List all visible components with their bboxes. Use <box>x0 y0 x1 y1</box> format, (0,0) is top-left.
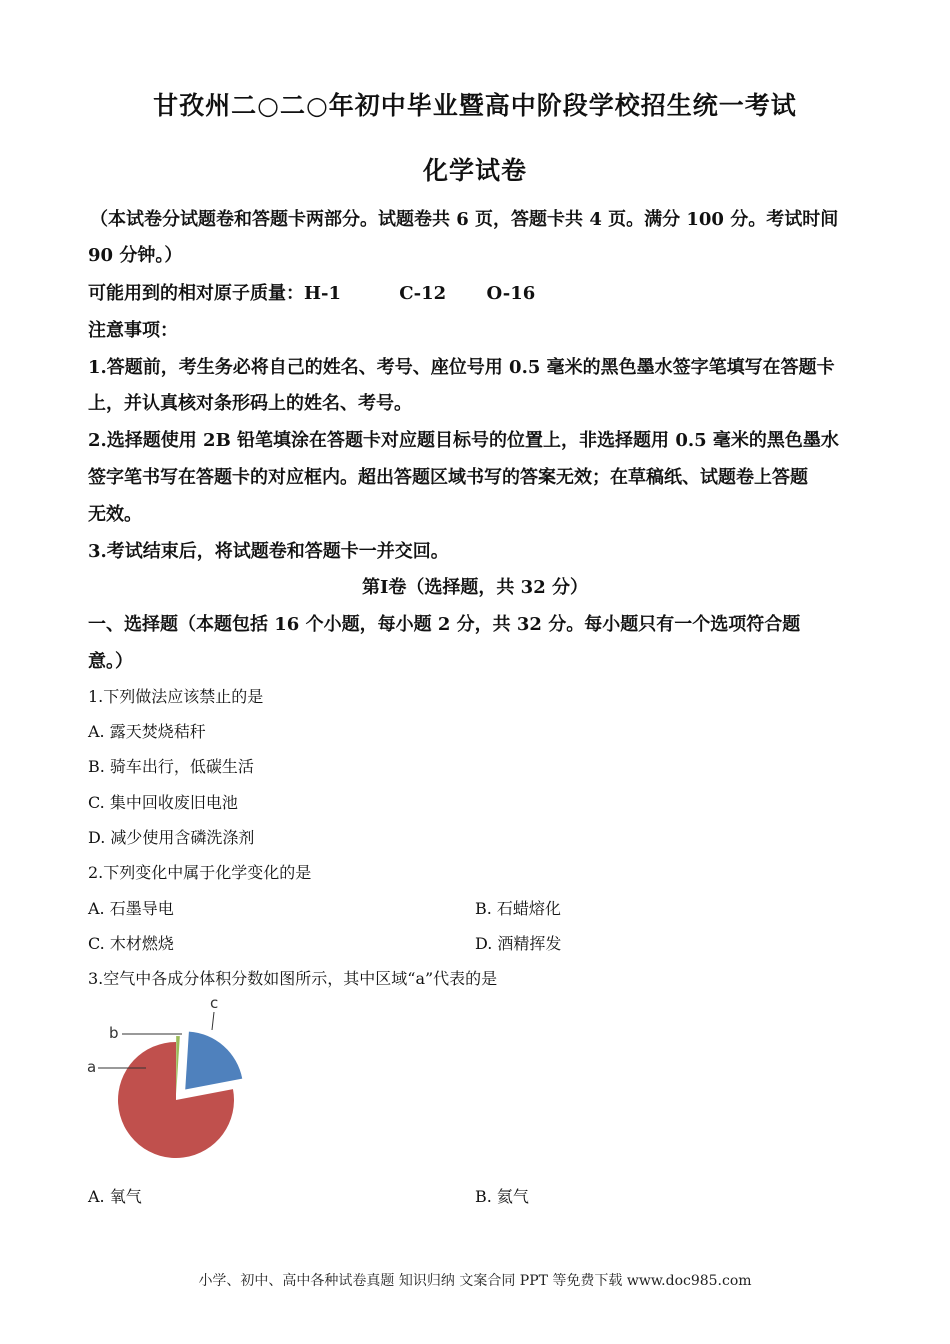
atomic-mass-c: C-12 <box>399 283 447 304</box>
q2-stem: 2.下列变化中属于化学变化的是 <box>88 863 312 882</box>
air-composition-pie-chart <box>78 990 278 1170</box>
q2-option-d: D. 酒精挥发 <box>475 934 562 953</box>
notice-title: 注意事项： <box>88 320 178 341</box>
q3-option-b: B. 氦气 <box>475 1187 529 1206</box>
q3-stem: 3.空气中各成分体积分数如图所示，其中区域“a”代表的是 <box>88 969 498 988</box>
q1-option-b: B. 骑车出行，低碳生活 <box>88 757 254 776</box>
pie-slice-b <box>176 1036 180 1094</box>
q1-option-d: D. 减少使用含磷洗涤剂 <box>88 828 255 847</box>
exam-title: 甘孜州二○二○年初中毕业暨高中阶段学校招生统一考试 <box>153 91 797 120</box>
q3-option-a: A. 氧气 <box>88 1187 142 1206</box>
notice-3: 3.考试结束后，将试题卷和答题卡一并交回。 <box>88 541 449 562</box>
part-title: 第Ⅰ卷（选择题，共 32 分） <box>361 577 588 598</box>
q2-option-b: B. 石蜡熔化 <box>475 899 561 918</box>
q2-option-c: C. 木材燃烧 <box>88 934 174 953</box>
paper-subtitle: 化学试卷 <box>422 156 527 185</box>
intro-line-1: （本试卷分试题卷和答题卡两部分。试题卷共 6 页，答题卡共 4 页。满分 100 分。考试时间 <box>90 209 839 230</box>
q2-option-a: A. 石墨导电 <box>88 899 174 918</box>
q1-option-c: C. 集中回收废旧电池 <box>88 793 238 812</box>
notice-2-line-3: 无效。 <box>88 504 142 525</box>
atomic-mass-label: 可能用到的相对原子质量：H-1 <box>88 283 342 304</box>
pie-label-b: b <box>109 1024 119 1042</box>
footer-text: 小学、初中、高中各种试卷真题 知识归纳 文案合同 PPT 等免费下载 www.doc985.com <box>198 1273 752 1289</box>
section-heading-line-1: 一、选择题（本题包括 16 个小题，每小题 2 分，共 32 分。每小题只有一个选项符合题 <box>88 614 801 635</box>
notice-1-line-1: 1.答题前，考生务必将自己的姓名、考号、座位号用 0.5 毫米的黑色墨水签字笔填写在答题卡 <box>88 357 835 378</box>
intro-line-2: 90 分钟。） <box>88 245 183 266</box>
notice-2-line-1: 2.选择题使用 2B 铅笔填涂在答题卡对应题目标号的位置上，非选择题用 0.5 毫米的黑色墨水 <box>88 430 839 451</box>
notice-1-line-2: 上，并认真核对条形码上的姓名、考号。 <box>88 393 412 414</box>
atomic-mass-o: O-16 <box>486 283 536 304</box>
pie-label-a: a <box>87 1058 97 1076</box>
q1-option-a: A. 露天焚烧秸秆 <box>88 722 206 741</box>
pie-leader-line-c <box>212 1012 214 1030</box>
section-heading-line-2: 意。） <box>88 651 133 672</box>
pie-slice-c <box>185 1032 242 1090</box>
pie-label-c: c <box>210 994 219 1012</box>
notice-2-line-2: 签字笔书写在答题卡的对应框内。超出答题区域书写的答案无效；在草稿纸、试题卷上答题 <box>88 467 808 488</box>
atomic-mass-line <box>88 279 535 305</box>
q1-stem: 1.下列做法应该禁止的是 <box>88 687 264 706</box>
